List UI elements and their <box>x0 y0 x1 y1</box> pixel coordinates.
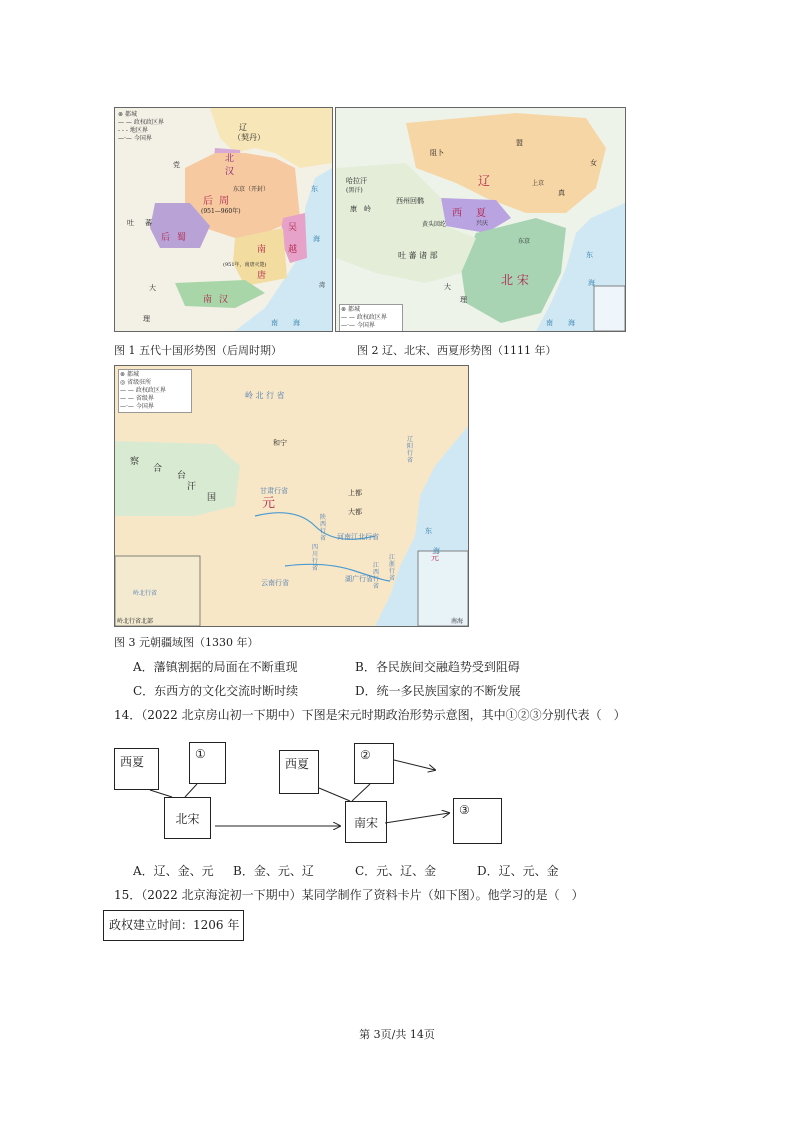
map-label: 江浙行省 <box>389 554 396 582</box>
map-label: 湖广行省 <box>345 575 373 583</box>
map-label: 吐 <box>127 219 134 227</box>
map-label: 越 <box>288 245 298 255</box>
map-label: 海 <box>568 319 575 327</box>
capital-icon: ⊚ <box>120 371 126 378</box>
q14-option-c[interactable]: C．元、辽、金 <box>355 864 437 878</box>
map-label: (951—960年) <box>201 208 241 215</box>
map-label: 汗 <box>187 482 197 492</box>
map-label: 海 <box>313 235 320 243</box>
legend-item: 今国界 <box>135 403 154 410</box>
map-label: 汉 <box>225 167 235 177</box>
diagram-box-unknown-3: ③ <box>453 798 502 844</box>
map-label: 察 <box>130 457 140 467</box>
legend-item: 今国界 <box>133 135 152 142</box>
map-label: 西州回鹘 <box>396 197 424 205</box>
map-label: 吴 <box>288 223 298 233</box>
map-label: 东 <box>311 185 318 193</box>
map-label: 岭 <box>364 205 371 213</box>
map-label: 唐 <box>257 271 267 281</box>
map-label: 东 <box>586 251 593 259</box>
legend-item: 省级驻所 <box>127 379 152 386</box>
legend-item: 都城 <box>347 306 360 313</box>
map-label: 辽阳行省 <box>407 436 414 464</box>
q14-option-b[interactable]: B．金、元、辽 <box>233 864 314 878</box>
map-label: 理 <box>460 296 467 304</box>
map-label: 北 <box>225 154 235 164</box>
map-label: 蕃 <box>145 219 152 227</box>
diagram-box-xixia-2: 西夏 <box>279 750 319 794</box>
map-label: 东 <box>425 527 432 535</box>
q13-option-c[interactable]: C．东西方的文化交流时断时续 <box>133 684 299 698</box>
map-label: 兴庆 <box>476 220 489 227</box>
map-label: 理 <box>143 315 150 323</box>
map-label: 吐 蕃 诸 部 <box>398 251 438 260</box>
map-label: 康 <box>350 205 357 213</box>
q13-option-b[interactable]: B．各民族间交融趋势受到阻碍 <box>355 660 520 674</box>
map-label: 海 <box>293 319 300 327</box>
legend-item: 政权政区界 <box>133 119 164 126</box>
map-label: 蜀 <box>177 233 187 243</box>
map-label: 上都 <box>348 489 362 497</box>
map-label: 和宁 <box>273 439 287 447</box>
map-label: 南 <box>257 245 267 255</box>
map-label: 北 宋 <box>501 273 529 287</box>
map1-legend: ⊚ 都城 — — 政权政区界 - - - 地区界 —·— 今国界 <box>118 111 164 142</box>
legend-item: 都城 <box>124 111 137 118</box>
connector-line <box>319 788 350 801</box>
legend-item: 地区界 <box>129 127 148 134</box>
map-label: 西 <box>452 208 462 219</box>
q15-stem: 15．（2022 北京海淀初一下期中）某同学制作了资料卡片（如下图）。他学习的是（ ） <box>114 888 584 902</box>
seat-icon: ◎ <box>120 379 126 386</box>
map-label: 周 <box>219 196 229 207</box>
map-label: 四川行省 <box>312 544 319 572</box>
map-label: 大 <box>444 283 451 291</box>
diagram-box-unknown-2: ② <box>354 743 394 784</box>
map-label: 湾 <box>319 282 326 289</box>
connector-line <box>150 790 172 797</box>
diagram-box-xixia-1: 西夏 <box>114 748 159 790</box>
map-label: 东京 <box>518 238 531 245</box>
map-label: 辽 <box>239 123 247 132</box>
page-footer: 第 3页/共 14页 <box>359 1028 435 1041</box>
map3-legend: ⊚ 都城 ◎ 省级驻所 — — 政权政区界 — — 省级界 —·— 今国界 <box>118 369 192 413</box>
map-label: 河南江北行省 <box>337 533 379 541</box>
map-label: 岭 北 行 省 <box>245 391 285 400</box>
map1-caption: 图 1 五代十国形势图（后周时期） <box>114 344 282 357</box>
q14-option-d[interactable]: D．辽、元、金 <box>477 864 559 878</box>
map-label: 真 <box>558 189 565 197</box>
map-label: 哈拉汗 <box>346 177 367 185</box>
connector-line <box>185 784 197 797</box>
map-label: 海 <box>588 279 595 287</box>
map-label: 上京 <box>532 180 545 187</box>
map-label: 盟 <box>516 139 523 147</box>
map-label: (951年，南唐灭楚) <box>223 262 267 268</box>
legend-item: 省级界 <box>135 395 154 402</box>
map-label: 陕西行省 <box>320 514 327 542</box>
map-label: 元 <box>262 496 276 511</box>
arrow-nansong-to-circ3 <box>385 813 449 823</box>
map-label: 岭北行省北部 <box>117 618 154 625</box>
map-label: 海 <box>433 547 440 555</box>
arrow-to-circ3 <box>394 760 435 770</box>
q13-option-a[interactable]: A．藩镇割据的局面在不断重现 <box>133 660 298 674</box>
map-label: 元 <box>431 553 439 562</box>
map-label: 国 <box>207 493 217 503</box>
q14-stem: 14．（2022 北京房山初一下期中）下图是宋元时期政治形势示意图，其中①②③分别代表（ ） <box>114 708 626 722</box>
map-label: 东京（开封） <box>233 186 270 193</box>
diagram-box-beisong: 北宋 <box>164 797 211 839</box>
legend-item: 都城 <box>126 371 139 378</box>
q15-info-card: 政权建立时间：1206 年 <box>103 910 244 941</box>
map-label: 合 <box>153 464 163 474</box>
q13-option-d[interactable]: D．统一多民族国家的不断发展 <box>355 684 521 698</box>
map-label: 南 <box>546 319 553 327</box>
q14-option-a[interactable]: A．辽、金、元 <box>133 864 214 878</box>
map-label: (黑汗) <box>346 187 363 194</box>
map-label: 女 <box>590 159 597 167</box>
legend-item: 政权政区界 <box>135 387 166 394</box>
capital-icon: ⊚ <box>341 306 347 313</box>
map-label: 台 <box>177 471 187 481</box>
diagram-box-nansong: 南宋 <box>345 801 387 843</box>
map-label: 黄头回纥 <box>422 221 447 228</box>
connector-line <box>352 784 370 801</box>
legend-item: 政权政区界 <box>356 314 387 321</box>
map2-caption: 图 2 辽、北宋、西夏形势图（1111 年） <box>357 344 557 357</box>
diagram-box-unknown-1: ① <box>189 742 226 784</box>
legend-item: 今国界 <box>356 322 375 329</box>
map-label: 甘肃行省 <box>260 487 288 495</box>
map-label: 党 <box>173 161 180 169</box>
map-label: 后 <box>203 196 213 207</box>
map-label: 大都 <box>348 508 362 516</box>
capital-icon: ⊚ <box>118 111 124 118</box>
map-label: 大 <box>149 284 156 292</box>
map-label: 后 <box>161 233 171 243</box>
map-label: 云南行省 <box>261 579 289 587</box>
map-label: 南 <box>203 295 213 305</box>
map-label: 汉 <box>219 295 229 305</box>
map-label: 阻卜 <box>430 149 444 157</box>
map2-legend: ⊚ 都城 — — 政权政区界 —·— 今国界 <box>339 304 403 332</box>
map-label: 南 <box>271 319 278 327</box>
map-label: 南海 <box>451 618 464 625</box>
map-label: 夏 <box>476 208 486 219</box>
map-label: 岭北行省 <box>133 590 158 597</box>
map-label: （契丹） <box>233 133 265 142</box>
map-label: 江西行省 <box>373 562 380 590</box>
map3-caption: 图 3 元朝疆域图（1330 年） <box>114 636 259 649</box>
map-label: 辽 <box>478 174 491 188</box>
